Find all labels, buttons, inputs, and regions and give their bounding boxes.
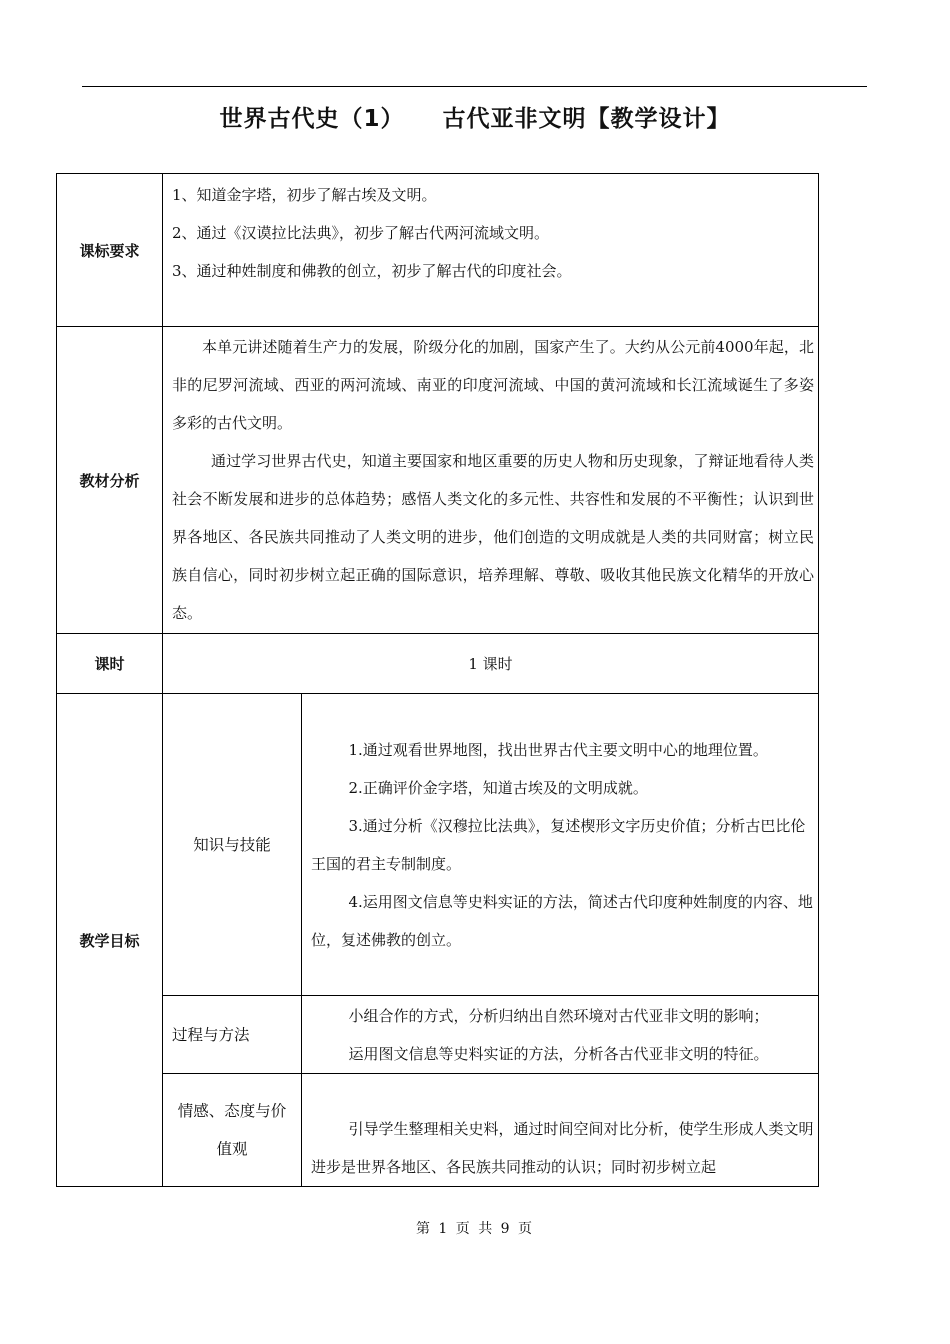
hours-label: 课时 <box>57 634 163 694</box>
emotion-text: 引导学生整理相关史料，通过时间空间对比分析，使学生形成人类文明进步是世界各地区、各民族共同推动的认识；同时初步树立起 <box>311 1120 814 1176</box>
knowledge-label: 知识与技能 <box>163 694 302 996</box>
knowledge-content <box>302 694 819 996</box>
analysis-label: 教材分析 <box>57 327 163 634</box>
process-content <box>302 996 819 1074</box>
lesson-design-table <box>56 173 819 1187</box>
process-label: 过程与方法 <box>163 996 302 1074</box>
row-hours <box>57 634 819 694</box>
row-standard <box>57 174 819 327</box>
knowledge-item: 1.通过观看世界地图，找出世界古代主要文明中心的地理位置。 <box>348 740 768 759</box>
hours-value: 1 课时 <box>163 634 819 694</box>
title-part-1: 世界古代史（1） <box>219 106 405 132</box>
knowledge-item: 3.通过分析《汉穆拉比法典》，复述楔形文字历史价值；分析古巴比伦王国的君主专制制度。 <box>311 816 806 873</box>
objectives-label: 教学目标 <box>57 694 163 1187</box>
standard-label: 课标要求 <box>57 174 163 327</box>
emotion-content <box>302 1074 819 1187</box>
title-part-2: 古代亚非文明【教学设计】 <box>442 106 731 132</box>
process-item: 运用图文信息等史料实证的方法，分析各古代亚非文明的特征。 <box>348 1044 769 1063</box>
page-footer: 第 1 页 共 9 页 <box>415 1221 535 1237</box>
analysis-content <box>163 327 819 634</box>
emotion-label: 情感、态度与价值观 <box>163 1074 302 1187</box>
standard-content <box>163 174 819 327</box>
analysis-paragraph-2: 通过学习世界古代史，知道主要国家和地区重要的历史人物和历史现象，了辩证地看待人类社会不断发展和进步的总体趋势；感悟人类文化的多元性、共容性和发展的不平衡性；认识到世界各地区、各民族共同推动了人类文明的进步，他们创造的文明成就是人类的共同财富；树立民族自信心，同时初步树立起正确的国际意识，培养理解、尊敬、吸收其他民族文化精华的开放心态。 <box>172 452 815 622</box>
row-objectives-process <box>57 996 819 1074</box>
page-title <box>0 100 950 133</box>
standard-item: 3、通过种姓制度和佛教的创立，初步了解古代的印度社会。 <box>172 262 572 280</box>
analysis-paragraph-1: 本单元讲述随着生产力的发展，阶级分化的加剧，国家产生了。大约从公元前4000年起，北非的尼罗河流域、西亚的两河流域、南亚的印度河流域、中国的黄河流域和长江流域诞生了多姿多彩的古代文明。 <box>172 338 815 432</box>
header-rule <box>82 86 867 87</box>
standard-item: 1、知道金字塔，初步了解古埃及文明。 <box>172 186 437 204</box>
row-objectives-emotion <box>57 1074 819 1187</box>
process-item: 小组合作的方式，分析归纳出自然环境对古代亚非文明的影响； <box>348 1006 769 1025</box>
knowledge-item: 4.运用图文信息等史料实证的方法，简述古代印度种姓制度的内容、地位，复述佛教的创立。 <box>311 892 813 949</box>
standard-item: 2、通过《汉谟拉比法典》，初步了解古代两河流域文明。 <box>172 224 550 242</box>
row-analysis <box>57 327 819 634</box>
row-objectives-knowledge <box>57 694 819 996</box>
knowledge-item: 2.正确评价金字塔，知道古埃及的文明成就。 <box>348 778 648 797</box>
